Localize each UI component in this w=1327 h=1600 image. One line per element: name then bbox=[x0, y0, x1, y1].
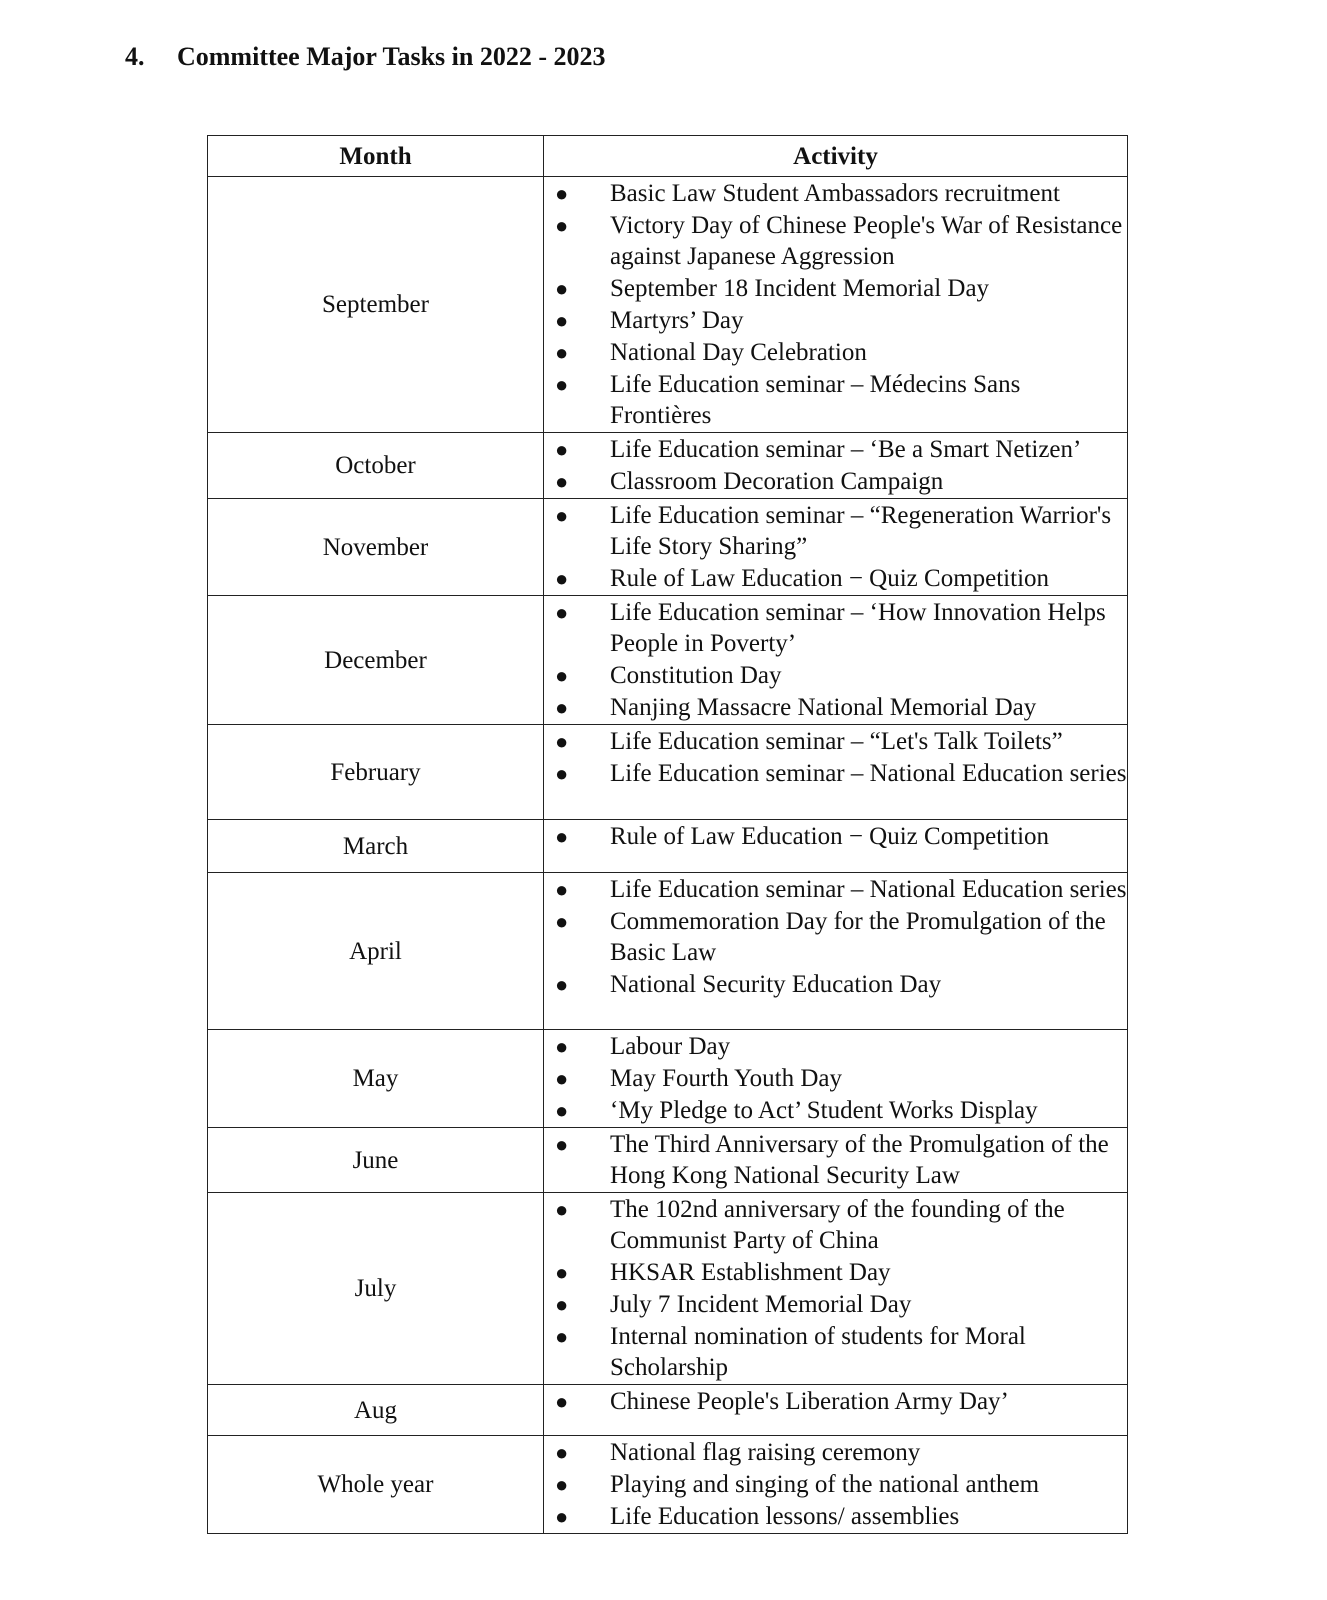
activity-item bbox=[544, 1031, 1127, 1062]
table-row bbox=[208, 820, 1128, 873]
activity-item bbox=[544, 563, 1127, 594]
activity-item bbox=[544, 874, 1127, 905]
month-cell: December bbox=[208, 596, 544, 725]
activity-item bbox=[544, 305, 1127, 336]
month-cell: June bbox=[208, 1128, 544, 1193]
activity-list bbox=[544, 1129, 1127, 1191]
activity-text: National Security Education Day bbox=[610, 971, 942, 998]
activity-text: The 102nd anniversary of the founding of the Communist Party of China bbox=[610, 1196, 1065, 1254]
month-cell: May bbox=[208, 1030, 544, 1128]
activity-list bbox=[544, 1437, 1127, 1532]
activity-item bbox=[544, 726, 1127, 757]
activity-list bbox=[544, 500, 1127, 594]
activity-item bbox=[544, 1437, 1127, 1468]
activity-item bbox=[544, 692, 1127, 723]
table-row bbox=[208, 596, 1128, 725]
table-row bbox=[208, 177, 1128, 433]
month-cell: November bbox=[208, 499, 544, 596]
activity-item bbox=[544, 210, 1127, 272]
month-cell: Aug bbox=[208, 1385, 544, 1436]
activity-cell bbox=[544, 433, 1128, 499]
table-header-row bbox=[208, 136, 1128, 177]
section-heading bbox=[125, 42, 606, 72]
activity-item bbox=[544, 660, 1127, 691]
activity-text: Life Education seminar – National Education series bbox=[610, 876, 1127, 903]
bullet-icon: ● bbox=[555, 1098, 569, 1123]
bullet-icon: ● bbox=[555, 276, 569, 301]
table-row bbox=[208, 1030, 1128, 1128]
bullet-icon: ● bbox=[555, 1260, 569, 1285]
activity-item bbox=[544, 1063, 1127, 1094]
bullet-icon: ● bbox=[555, 469, 569, 494]
bullet-icon: ● bbox=[555, 213, 569, 238]
activity-cell bbox=[544, 820, 1128, 873]
activity-item bbox=[544, 1129, 1127, 1191]
activity-list bbox=[544, 874, 1127, 1000]
bullet-icon: ● bbox=[555, 824, 569, 849]
activity-item bbox=[544, 369, 1127, 431]
bullet-icon: ● bbox=[555, 340, 569, 365]
bullet-icon: ● bbox=[555, 663, 569, 688]
activity-list bbox=[544, 1031, 1127, 1126]
activity-cell bbox=[544, 1193, 1128, 1385]
activity-cell bbox=[544, 1030, 1128, 1128]
table-row bbox=[208, 725, 1128, 820]
activity-text: Life Education seminar – ‘How Innovation Helps People in Poverty’ bbox=[610, 599, 1106, 657]
tasks-table bbox=[207, 135, 1128, 1534]
activity-item bbox=[544, 969, 1127, 1000]
activity-item bbox=[544, 1469, 1127, 1500]
activity-item bbox=[544, 466, 1127, 497]
month-cell: April bbox=[208, 873, 544, 1030]
activity-item bbox=[544, 906, 1127, 968]
activity-text: Victory Day of Chinese People's War of Resistance against Japanese Aggression bbox=[610, 212, 1123, 270]
activity-text: Commemoration Day for the Promulgation of the Basic Law bbox=[610, 908, 1106, 966]
table-body bbox=[208, 177, 1128, 1534]
activity-text: Basic Law Student Ambassadors recruitment bbox=[610, 180, 1060, 207]
activity-text: Constitution Day bbox=[610, 662, 782, 689]
month-cell: September bbox=[208, 177, 544, 433]
activity-item bbox=[544, 1289, 1127, 1320]
activity-item bbox=[544, 500, 1127, 562]
activity-text: Rule of Law Education − Quiz Competition bbox=[610, 823, 1050, 850]
activity-item bbox=[544, 1257, 1127, 1288]
activity-text: Life Education seminar – “Regeneration Warrior's Life Story Sharing” bbox=[610, 502, 1112, 560]
table-row bbox=[208, 499, 1128, 596]
activity-text: May Fourth Youth Day bbox=[610, 1065, 842, 1092]
bullet-icon: ● bbox=[555, 181, 569, 206]
activity-text: HKSAR Establishment Day bbox=[610, 1259, 891, 1286]
activity-text: Martyrs’ Day bbox=[610, 307, 744, 334]
activity-column-header: Activity bbox=[544, 136, 1128, 177]
bullet-icon: ● bbox=[555, 1034, 569, 1059]
activity-item bbox=[544, 1321, 1127, 1383]
activity-text: September 18 Incident Memorial Day bbox=[610, 275, 990, 302]
activity-list bbox=[544, 1194, 1127, 1383]
activity-cell bbox=[544, 725, 1128, 820]
activity-item bbox=[544, 434, 1127, 465]
activity-text: ‘My Pledge to Act’ Student Works Display bbox=[610, 1097, 1038, 1124]
bullet-icon: ● bbox=[555, 729, 569, 754]
month-cell: March bbox=[208, 820, 544, 873]
activity-cell bbox=[544, 177, 1128, 433]
bullet-icon: ● bbox=[555, 972, 569, 997]
bullet-icon: ● bbox=[555, 437, 569, 462]
activity-text: Life Education seminar – Médecins Sans Frontières bbox=[610, 371, 1021, 429]
activity-text: Chinese People's Liberation Army Day’ bbox=[610, 1388, 1009, 1415]
activity-item bbox=[544, 337, 1127, 368]
bullet-icon: ● bbox=[555, 1066, 569, 1091]
month-cell: February bbox=[208, 725, 544, 820]
bullet-icon: ● bbox=[555, 1504, 569, 1529]
activity-item bbox=[544, 758, 1127, 789]
activity-text: July 7 Incident Memorial Day bbox=[610, 1291, 912, 1318]
activity-text: National Day Celebration bbox=[610, 339, 867, 366]
table-row bbox=[208, 1193, 1128, 1385]
month-cell: October bbox=[208, 433, 544, 499]
activity-list bbox=[544, 1386, 1127, 1417]
bullet-icon: ● bbox=[555, 308, 569, 333]
bullet-icon: ● bbox=[555, 1389, 569, 1414]
bullet-icon: ● bbox=[555, 761, 569, 786]
activity-item bbox=[544, 1501, 1127, 1532]
bullet-icon: ● bbox=[555, 372, 569, 397]
activity-cell bbox=[544, 1385, 1128, 1436]
activity-text: Playing and singing of the national anthem bbox=[610, 1471, 1040, 1498]
activity-text: Life Education lessons/ assemblies bbox=[610, 1503, 960, 1530]
activity-text: Life Education seminar – National Education series bbox=[610, 760, 1127, 787]
activity-item bbox=[544, 178, 1127, 209]
activity-text: National flag raising ceremony bbox=[610, 1439, 921, 1466]
bullet-icon: ● bbox=[555, 503, 569, 528]
bullet-icon: ● bbox=[555, 1292, 569, 1317]
activity-list bbox=[544, 434, 1127, 497]
activity-list bbox=[544, 821, 1127, 852]
activity-list bbox=[544, 597, 1127, 723]
bullet-icon: ● bbox=[555, 1197, 569, 1222]
activity-cell bbox=[544, 1436, 1128, 1534]
bullet-icon: ● bbox=[555, 909, 569, 934]
activity-text: The Third Anniversary of the Promulgation of the Hong Kong National Security Law bbox=[610, 1131, 1109, 1189]
table-row bbox=[208, 1128, 1128, 1193]
activity-cell bbox=[544, 873, 1128, 1030]
bullet-icon: ● bbox=[555, 566, 569, 591]
table-row bbox=[208, 873, 1128, 1030]
bullet-icon: ● bbox=[555, 1440, 569, 1465]
bullet-icon: ● bbox=[555, 877, 569, 902]
month-column-header: Month bbox=[208, 136, 544, 177]
bullet-icon: ● bbox=[555, 1472, 569, 1497]
bullet-icon: ● bbox=[555, 1132, 569, 1157]
activity-cell bbox=[544, 1128, 1128, 1193]
activity-item bbox=[544, 273, 1127, 304]
activity-text: Nanjing Massacre National Memorial Day bbox=[610, 694, 1037, 721]
activity-item bbox=[544, 597, 1127, 659]
activity-text: Labour Day bbox=[610, 1033, 731, 1060]
table-row bbox=[208, 433, 1128, 499]
activity-item bbox=[544, 821, 1127, 852]
month-cell: Whole year bbox=[208, 1436, 544, 1534]
table-row bbox=[208, 1385, 1128, 1436]
activity-text: Classroom Decoration Campaign bbox=[610, 468, 944, 495]
activity-text: Internal nomination of students for Moral Scholarship bbox=[610, 1323, 1026, 1381]
activity-text: Life Education seminar – ‘Be a Smart Netizen’ bbox=[610, 436, 1082, 463]
section-title: Committee Major Tasks in 2022 - 2023 bbox=[177, 42, 606, 71]
activity-item bbox=[544, 1095, 1127, 1126]
month-cell: July bbox=[208, 1193, 544, 1385]
activity-list bbox=[544, 726, 1127, 789]
activity-cell bbox=[544, 596, 1128, 725]
activity-cell bbox=[544, 499, 1128, 596]
activity-text: Life Education seminar – “Let's Talk Toilets” bbox=[610, 728, 1063, 755]
section-number: 4. bbox=[125, 42, 145, 71]
table-row bbox=[208, 1436, 1128, 1534]
activity-item bbox=[544, 1194, 1127, 1256]
activity-list bbox=[544, 178, 1127, 431]
activity-item bbox=[544, 1386, 1127, 1417]
bullet-icon: ● bbox=[555, 600, 569, 625]
activity-text: Rule of Law Education − Quiz Competition bbox=[610, 565, 1050, 592]
bullet-icon: ● bbox=[555, 695, 569, 720]
bullet-icon: ● bbox=[555, 1324, 569, 1349]
